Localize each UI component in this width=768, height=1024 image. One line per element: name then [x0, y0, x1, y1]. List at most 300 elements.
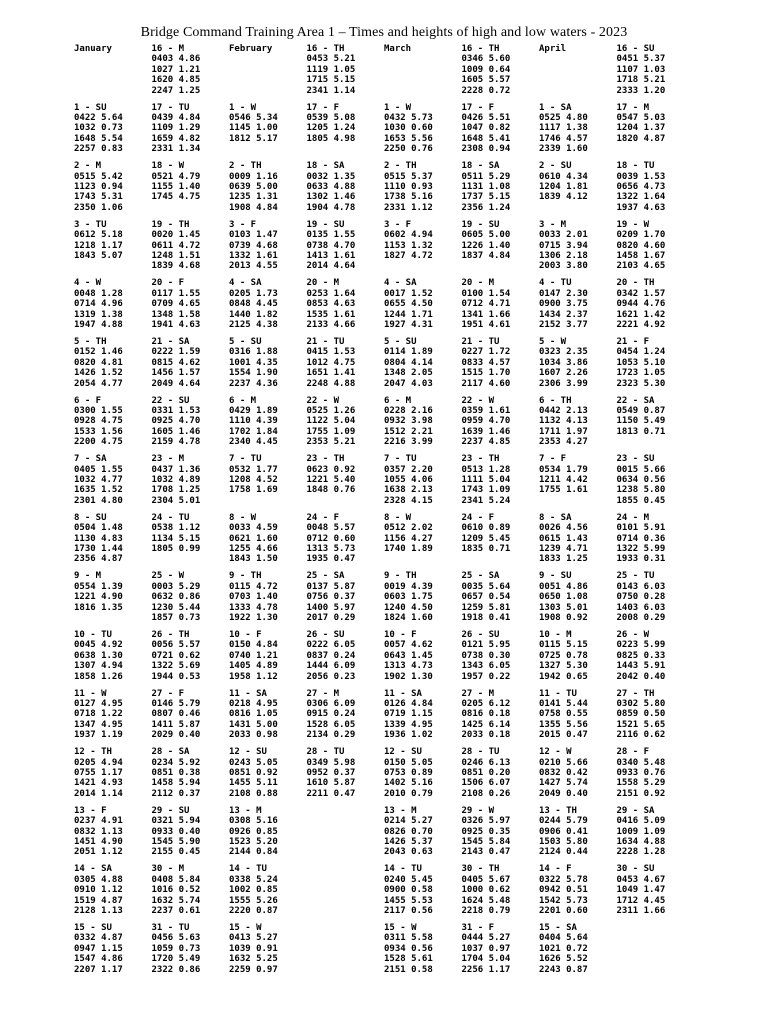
tide-reading: 1413 1.61: [306, 251, 356, 261]
tide-reading: 1947 4.88: [74, 320, 123, 330]
tide-reading: 0738 4.70: [306, 240, 356, 251]
day-heading: 19 - SU: [461, 219, 500, 230]
tide-reading: 0444 5.27: [461, 933, 511, 944]
day-entry: [152, 454, 230, 513]
day-entry: [462, 161, 540, 220]
tide-reading: 2017 0.29: [306, 612, 356, 623]
day-heading: 13 - TH: [539, 805, 577, 816]
tide-reading: 0952 0.37: [306, 767, 356, 778]
day-entry: [617, 454, 695, 513]
day-entry: [539, 103, 617, 162]
day-entry: [229, 689, 307, 748]
day-heading: 20 - M: [306, 278, 340, 289]
tide-reading: 0143 6.03: [616, 581, 666, 592]
day-entry: [462, 103, 540, 162]
tide-reading: 1503 5.80: [539, 836, 588, 847]
tide-reading: 2010 0.79: [384, 788, 433, 799]
day-entry: [74, 923, 152, 982]
tide-reading: 1306 2.18: [539, 251, 588, 261]
day-entry: [462, 571, 540, 630]
day-heading: 23 - M: [151, 454, 185, 465]
tide-reading: 0932 3.98: [384, 416, 433, 427]
day-entry: [152, 161, 230, 220]
day-heading: 15 - SU: [74, 922, 112, 933]
day-entry: [229, 44, 307, 103]
tide-reading: 0422 5.64: [74, 113, 123, 123]
day-heading: 24 - F: [306, 512, 340, 523]
tide-reading: 0311 5.58: [384, 933, 433, 944]
day-entry: [152, 278, 230, 337]
tide-reading: 0316 1.88: [229, 347, 278, 358]
tide-reading: 2143 0.47: [461, 847, 511, 858]
tide-reading: 1122 5.04: [306, 416, 356, 427]
day-heading: 22 - W: [306, 395, 340, 406]
tide-reading: 0147 2.30: [539, 288, 588, 299]
tide-reading: 2301 4.80: [74, 495, 123, 506]
tide-reading: 2159 4.78: [151, 437, 201, 448]
day-heading: 27 - F: [151, 688, 185, 699]
tide-reading: 0910 1.12: [74, 885, 123, 896]
tide-reading: 0623 0.92: [306, 464, 356, 475]
day-heading: 26 - W: [616, 629, 650, 640]
tide-reading: 1812 5.17: [229, 133, 278, 144]
tide-reading: 1545 5.84: [461, 836, 511, 847]
tide-reading: 1545 5.90: [151, 836, 201, 847]
tide-reading: 2221 4.92: [616, 320, 666, 330]
tide-reading: 0429 1.89: [229, 405, 278, 416]
tide-reading: 2216 3.99: [384, 437, 433, 448]
day-heading: 16 - TH: [461, 44, 500, 54]
tide-reading: 0615 1.43: [539, 533, 588, 544]
day-entry: [74, 747, 152, 806]
tide-reading: 0851 0.38: [151, 767, 201, 778]
tide-reading: 2250 0.76: [384, 144, 433, 155]
day-entry: [384, 454, 462, 513]
tide-reading: 1958 1.12: [229, 671, 278, 682]
tide-reading: 2328 4.15: [384, 495, 433, 506]
tide-reading: 1535 1.61: [306, 309, 356, 320]
tide-reading: 2124 0.44: [539, 847, 588, 858]
tide-reading: 1858 1.26: [74, 671, 123, 682]
day-entry: [74, 454, 152, 513]
tide-reading: 0758 0.55: [539, 709, 588, 720]
day-heading: 16 - SU: [616, 44, 655, 54]
day-heading: 12 - SU: [229, 747, 267, 758]
day-heading: 1 - SU: [74, 102, 107, 113]
day-heading: 25 - SA: [461, 571, 500, 582]
day-entry: [539, 571, 617, 630]
tide-reading: 0342 1.57: [616, 288, 666, 299]
tide-reading: 2200 4.75: [74, 437, 123, 448]
tide-reading: 1156 4.27: [384, 533, 433, 544]
day-heading: 10 - F: [229, 629, 262, 640]
tide-reading: 0326 5.97: [461, 816, 511, 827]
day-entry: [152, 571, 230, 630]
tide-reading: 1951 4.61: [461, 320, 511, 330]
tide-reading: 1805 0.99: [151, 543, 201, 554]
day-entry: [539, 161, 617, 220]
tide-reading: 0549 0.87: [616, 405, 666, 416]
day-heading: 2 - M: [74, 161, 102, 172]
tide-reading: 1235 1.31: [229, 192, 278, 203]
day-entry: [152, 689, 230, 748]
day-entry: [384, 44, 462, 103]
day-heading: 4 - W: [74, 278, 102, 289]
tide-reading: 1702 1.84: [229, 426, 278, 437]
tide-reading: 2151 0.92: [616, 788, 666, 799]
tide-reading: 0205 6.12: [461, 698, 511, 709]
day-entry: [307, 513, 385, 572]
tide-reading: 2308 0.94: [461, 144, 511, 155]
tide-reading: 0205 1.73: [229, 288, 278, 299]
day-entry: [74, 220, 152, 279]
day-entry: [462, 806, 540, 865]
day-heading: 6 - F: [74, 395, 102, 406]
tide-reading: 0832 1.13: [74, 826, 123, 837]
tide-reading: 0340 5.48: [616, 757, 666, 768]
tide-reading: 1427 5.74: [539, 778, 588, 789]
day-heading: 27 - M: [306, 688, 340, 699]
tide-reading: 2218 0.79: [461, 905, 511, 916]
tide-reading: 2331 1.34: [151, 144, 201, 155]
tide-reading: 1451 4.90: [74, 836, 123, 847]
tide-reading: 1150 5.49: [616, 416, 666, 427]
day-entry: [539, 220, 617, 279]
tide-reading: 1621 1.42: [616, 309, 666, 320]
tide-reading: 1009 0.64: [461, 64, 511, 75]
tide-reading: 1626 5.52: [539, 954, 588, 965]
tide-reading: 0453 4.67: [616, 874, 666, 885]
tide-reading: 1519 4.87: [74, 895, 123, 906]
day-entry: [617, 278, 695, 337]
tide-reading: 1805 4.98: [306, 133, 356, 144]
day-heading: 18 - SA: [306, 161, 345, 172]
day-heading: 1 - W: [229, 102, 257, 113]
tide-reading: 0223 5.99: [616, 640, 666, 651]
day-entry: [462, 923, 540, 982]
tide-reading: 1843 1.50: [229, 554, 278, 565]
tide-reading: 1824 1.60: [384, 612, 433, 623]
day-heading: 7 - TU: [229, 454, 262, 465]
tide-reading: 1632 5.25: [229, 954, 278, 965]
tide-reading: 1755 1.09: [306, 426, 356, 437]
tide-reading: 1902 1.30: [384, 671, 433, 682]
tide-reading: 2049 0.40: [539, 788, 588, 799]
day-heading: 15 - W: [229, 922, 262, 933]
day-entry: [617, 747, 695, 806]
day-heading: 2 - SU: [539, 161, 572, 172]
tide-reading: 0859 0.50: [616, 709, 666, 720]
day-entry: [617, 396, 695, 455]
tide-reading: 2003 3.80: [539, 261, 588, 272]
tide-reading: 2049 4.64: [151, 378, 201, 389]
day-heading: 29 - SA: [616, 805, 655, 816]
day-heading: 12 - TH: [74, 747, 112, 758]
tide-reading: 0323 2.35: [539, 347, 588, 358]
tide-reading: 2051 1.12: [74, 847, 123, 858]
tide-reading: 0405 5.67: [461, 874, 511, 885]
day-heading: 6 - M: [229, 395, 257, 406]
tide-reading: 2117 0.56: [384, 905, 433, 916]
day-heading: 14 - SA: [74, 864, 112, 875]
tide-reading: 0639 5.00: [229, 182, 278, 192]
day-heading: 5 - W: [539, 336, 567, 347]
tide-reading: 1639 1.46: [461, 426, 511, 437]
day-entry: [617, 161, 695, 220]
day-entry: [539, 44, 617, 103]
tide-reading: 1908 0.92: [539, 612, 588, 623]
tide-reading: 0714 0.36: [616, 533, 666, 544]
tide-reading: 0709 4.65: [151, 299, 201, 310]
day-entry: [617, 864, 695, 923]
tide-reading: 0820 4.81: [74, 357, 123, 368]
tide-reading: 0534 1.79: [539, 464, 588, 475]
tide-reading: 1942 0.65: [539, 671, 588, 682]
tide-reading: 0926 0.85: [229, 826, 278, 837]
tide-reading: 2014 4.64: [306, 261, 356, 272]
tide-reading: 1440 1.82: [229, 309, 278, 320]
tide-reading: 0331 1.53: [151, 405, 201, 416]
tide-reading: 0454 1.24: [616, 347, 666, 358]
day-entry: [617, 103, 695, 162]
day-heading: 3 - F: [229, 219, 257, 230]
tide-reading: 1738 5.16: [384, 192, 433, 203]
tide-reading: 0026 4.56: [539, 523, 588, 534]
tide-reading: 1205 1.24: [306, 123, 356, 134]
tide-reading: 1339 4.95: [384, 719, 433, 730]
tide-reading: 0643 1.45: [384, 650, 433, 661]
day-entry: [539, 689, 617, 748]
tide-reading: 0253 1.64: [306, 288, 356, 299]
tide-reading: 0451 5.37: [616, 54, 666, 65]
tide-reading: 1922 1.30: [229, 612, 278, 623]
tide-reading: 1935 0.47: [306, 554, 356, 565]
tide-reading: 1425 6.14: [461, 719, 511, 730]
tide-reading: 1123 0.94: [74, 182, 123, 192]
day-heading: 25 - TU: [616, 571, 655, 582]
tide-reading: 1737 5.15: [461, 192, 511, 203]
tide-reading: 0933 0.76: [616, 767, 666, 778]
tide-reading: 2117 4.60: [461, 378, 511, 389]
tide-reading: 1746 4.57: [539, 133, 588, 144]
day-heading: 26 - TH: [151, 629, 190, 640]
tide-reading: 0246 6.13: [461, 757, 511, 768]
tide-reading: 0825 0.33: [616, 650, 666, 661]
day-entry: [617, 806, 695, 865]
tide-reading: 1259 5.81: [461, 602, 511, 613]
day-heading: 2 - TH: [229, 161, 262, 172]
tide-reading: 2341 5.24: [461, 495, 511, 506]
tide-reading: 2350 1.06: [74, 202, 123, 213]
tide-reading: 1632 5.74: [151, 895, 201, 906]
tide-reading: 1512 2.21: [384, 426, 433, 437]
day-heading: 4 - SA: [229, 278, 262, 289]
tide-reading: 0114 1.89: [384, 347, 433, 358]
day-entry: [229, 220, 307, 279]
day-entry: [74, 278, 152, 337]
tide-reading: 0048 5.57: [306, 523, 356, 534]
tide-reading: 0634 0.56: [616, 474, 666, 485]
tide-reading: 2256 1.17: [461, 964, 511, 975]
day-entry: [152, 44, 230, 103]
tide-reading: 0243 5.05: [229, 757, 278, 768]
day-heading: 5 - TH: [74, 336, 107, 347]
day-entry: [384, 864, 462, 923]
tide-reading: 1458 5.94: [151, 778, 201, 789]
day-entry: [229, 513, 307, 572]
tide-reading: 1009 1.09: [616, 826, 666, 837]
day-heading: 11 - TU: [539, 688, 577, 699]
tide-reading: 1755 1.61: [539, 485, 588, 496]
day-heading: 17 - M: [616, 102, 650, 113]
tide-reading: 1904 4.78: [306, 202, 356, 213]
tide-reading: 0538 1.12: [151, 523, 201, 534]
day-entry: [74, 337, 152, 396]
day-heading: 20 - F: [151, 278, 185, 289]
tide-reading: 1053 5.10: [616, 357, 666, 368]
tide-reading: 1918 0.41: [461, 612, 511, 623]
tide-reading: 1620 4.85: [151, 75, 201, 86]
day-entry: [384, 220, 462, 279]
day-heading: 8 - W: [384, 512, 412, 523]
tide-reading: 1927 4.31: [384, 320, 433, 330]
tide-reading: 0338 5.24: [229, 874, 278, 885]
tide-reading: 0611 4.72: [151, 240, 201, 251]
tide-reading: 0900 0.58: [384, 885, 433, 896]
day-entry: [307, 571, 385, 630]
tide-reading: 0753 0.89: [384, 767, 433, 778]
tide-reading: 0322 5.78: [539, 874, 588, 885]
tide-reading: 0003 5.29: [151, 581, 201, 592]
tide-reading: 1313 4.73: [384, 661, 433, 672]
tide-reading: 0300 1.55: [74, 405, 123, 416]
day-heading: 28 - SA: [151, 747, 190, 758]
tide-reading: 0408 5.84: [151, 874, 201, 885]
tide-reading: 1327 5.30: [539, 661, 588, 672]
tide-reading: 0521 4.79: [151, 171, 201, 182]
day-entry: [384, 513, 462, 572]
tide-reading: 1016 0.52: [151, 885, 201, 896]
day-entry: [152, 864, 230, 923]
tide-reading: 1348 1.58: [151, 309, 201, 320]
tide-reading: 0115 5.15: [539, 640, 588, 651]
tide-reading: 1758 1.69: [229, 485, 278, 496]
tide-reading: 1322 5.99: [616, 543, 666, 554]
day-heading: 20 - M: [461, 278, 495, 289]
day-heading: 21 - F: [616, 336, 650, 347]
day-entry: [74, 103, 152, 162]
tide-reading: 0141 5.44: [539, 698, 588, 709]
tide-reading: 0650 1.08: [539, 592, 588, 603]
day-heading: 23 - TH: [461, 454, 500, 465]
tide-reading: 1000 0.62: [461, 885, 511, 896]
tide-reading: 0404 5.64: [539, 933, 588, 944]
tide-reading: 2257 0.83: [74, 144, 123, 155]
tide-reading: 0218 4.95: [229, 698, 278, 709]
tide-reading: 0332 4.87: [74, 933, 123, 944]
tide-reading: 1055 4.06: [384, 474, 433, 485]
day-heading: 11 - W: [74, 688, 107, 699]
day-heading: 10 - TU: [74, 629, 112, 640]
tide-reading: 0056 5.57: [151, 640, 201, 651]
tide-reading: 0900 3.75: [539, 299, 588, 310]
tide-reading: 0547 5.03: [616, 113, 666, 123]
tide-reading: 0115 4.72: [229, 581, 278, 592]
tide-reading: 0346 5.60: [461, 54, 511, 65]
tide-reading: 2237 4.36: [229, 378, 278, 389]
day-heading: 8 - SU: [74, 512, 107, 523]
tide-reading: 2353 5.21: [306, 437, 356, 448]
tide-reading: 0121 5.95: [461, 640, 511, 651]
tide-reading: 2331 1.12: [384, 202, 433, 213]
day-entry: [539, 513, 617, 572]
tide-reading: 0933 0.40: [151, 826, 201, 837]
tide-reading: 1813 0.71: [616, 426, 666, 437]
tide-reading: 0439 4.84: [151, 113, 201, 123]
day-heading: 4 - TU: [539, 278, 572, 289]
tide-reading: 2015 0.47: [539, 730, 588, 741]
tide-reading: 1221 5.40: [306, 474, 356, 485]
day-heading: 3 - TU: [74, 219, 107, 230]
tide-reading: 1712 4.45: [616, 895, 666, 906]
day-heading: 20 - TH: [616, 278, 655, 289]
tide-reading: 0610 0.89: [461, 523, 511, 534]
tide-reading: 1322 5.69: [151, 661, 201, 672]
day-entry: [384, 630, 462, 689]
tide-reading: 0703 1.40: [229, 592, 278, 603]
day-entry: [229, 571, 307, 630]
tide-reading: 0150 5.05: [384, 757, 433, 768]
day-entry: [462, 396, 540, 455]
day-entry: [539, 864, 617, 923]
tide-reading: 0511 5.29: [461, 171, 511, 182]
tide-reading: 0725 0.78: [539, 650, 588, 661]
day-entry: [229, 454, 307, 513]
tide-reading: 1001 4.35: [229, 357, 278, 368]
day-entry: [229, 864, 307, 923]
tide-reading: 1528 5.61: [384, 954, 433, 965]
tide-reading: 1307 4.94: [74, 661, 123, 672]
tide-reading: 0816 0.18: [461, 709, 511, 720]
tide-reading: 2237 4.85: [461, 437, 511, 448]
tide-reading: 0017 1.52: [384, 288, 433, 299]
day-entry: [229, 396, 307, 455]
tide-reading: 0214 5.27: [384, 816, 433, 827]
tide-reading: 1506 6.07: [461, 778, 511, 789]
day-heading: 24 - TU: [151, 512, 190, 523]
tide-reading: 1648 5.54: [74, 133, 123, 144]
day-heading: 21 - TU: [306, 336, 345, 347]
day-entry: [617, 337, 695, 396]
day-entry: [152, 747, 230, 806]
tide-reading: 2108 0.88: [229, 788, 278, 799]
tide-reading: 0321 5.94: [151, 816, 201, 827]
tide-reading: 2201 0.60: [539, 905, 588, 916]
tide-reading: 1209 5.45: [461, 533, 511, 544]
tide-reading: 0137 5.87: [306, 581, 356, 592]
tide-reading: 1554 1.90: [229, 368, 278, 379]
day-heading: 16 - TH: [306, 44, 345, 54]
tide-reading: 0715 3.94: [539, 240, 588, 251]
tide-reading: 0227 1.72: [461, 347, 511, 358]
day-entry: [462, 689, 540, 748]
tide-reading: 0925 4.70: [151, 416, 201, 427]
tide-reading: 0032 1.35: [306, 171, 356, 182]
day-heading: 12 - W: [539, 747, 572, 758]
tide-reading: 0045 4.92: [74, 640, 123, 651]
tide-reading: 2151 0.58: [384, 964, 433, 975]
day-entry: [462, 747, 540, 806]
